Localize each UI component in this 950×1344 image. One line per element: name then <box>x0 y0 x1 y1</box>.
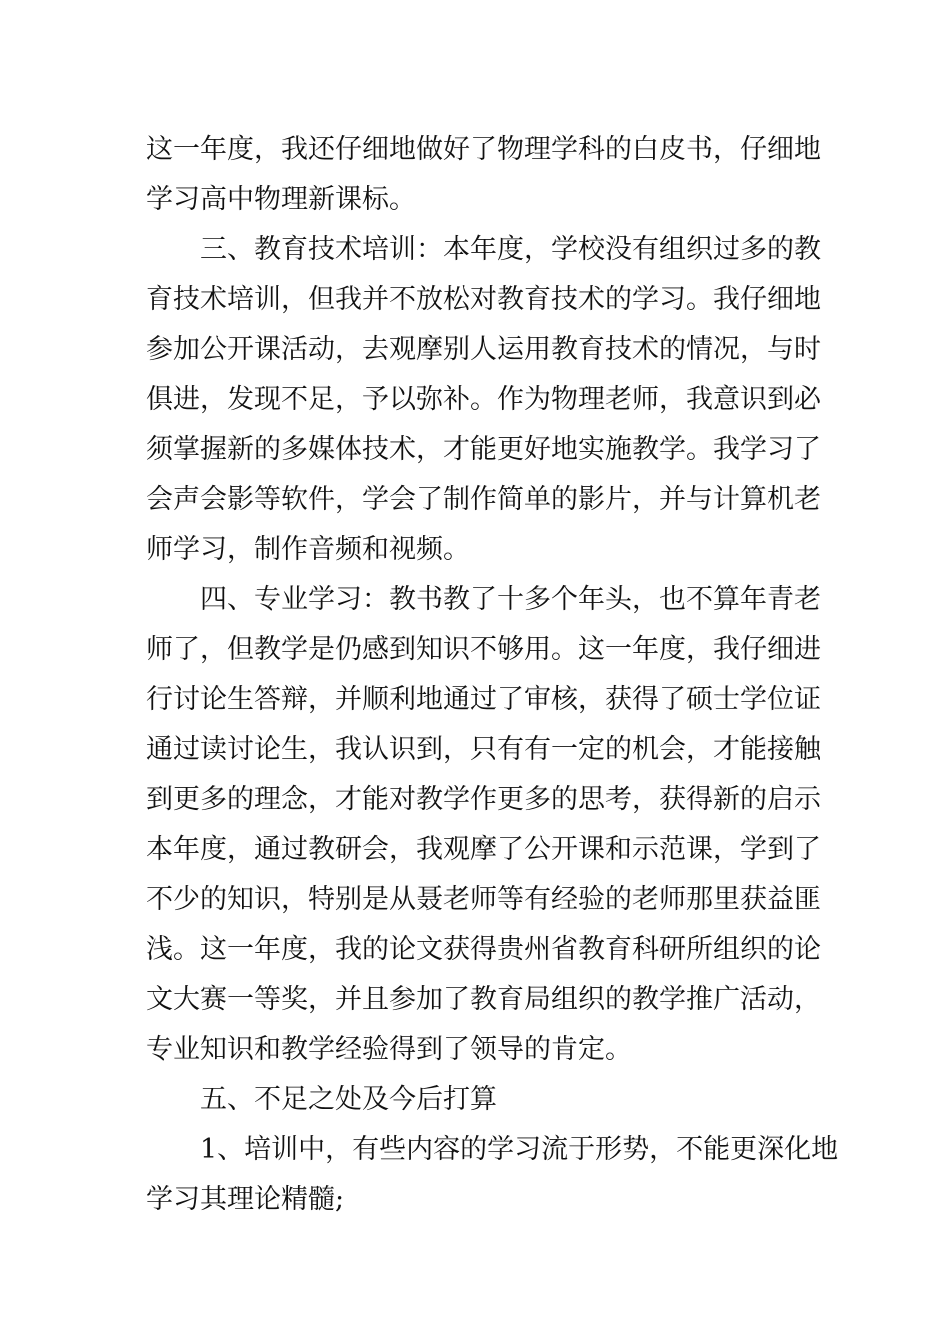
text-line: 这一年度，我还仔细地做好了物理学科的白皮书，仔细地 <box>146 134 821 165</box>
text-line: 通过读讨论生，我认识到，只有有一定的机会，才能接触 <box>146 734 821 765</box>
text-line: 师了，但教学是仍感到知识不够用。这一年度，我仔细进 <box>146 634 821 665</box>
text-line: 不少的知识，特别是从聂老师等有经验的老师那里获益匪 <box>146 884 821 915</box>
text-line: 行讨论生答辩，并顺利地通过了审核，获得了硕士学位证 <box>146 684 821 715</box>
text-line: 本年度，通过教研会，我观摩了公开课和示范课，学到了 <box>146 834 821 865</box>
text-line: 须掌握新的多媒体技术，才能更好地实施教学。我学习了 <box>146 434 821 465</box>
section-4-heading-line: 四、专业学习：教书教了十多个年头，也不算年青老 <box>200 584 821 615</box>
text-line: 到更多的理念，才能对教学作更多的思考，获得新的启示 <box>146 784 821 815</box>
text-line: 文大赛一等奖，并且参加了教育局组织的教学推广活动， <box>146 984 821 1015</box>
text-line: 学习其理论精髓; <box>146 1184 345 1215</box>
text-line: 参加公开课活动，去观摩别人运用教育技术的情况，与时 <box>146 334 821 365</box>
text-line: 育技术培训，但我并不放松对教育技术的学习。我仔细地 <box>146 284 821 315</box>
section-5-heading: 五、不足之处及今后打算 <box>200 1084 497 1115</box>
text-line: 学习高中物理新课标。 <box>146 184 416 215</box>
text-line: 会声会影等软件，学会了制作简单的影片，并与计算机老 <box>146 484 821 515</box>
list-item-1-line: 1、培训中，有些内容的学习流于形势，不能更深化地 <box>200 1134 839 1165</box>
text-line: 俱进，发现不足，予以弥补。作为物理老师，我意识到必 <box>146 384 821 415</box>
text-line: 专业知识和教学经验得到了领导的肯定。 <box>146 1034 632 1065</box>
text-line: 浅。这一年度，我的论文获得贵州省教育科研所组织的论 <box>146 934 821 965</box>
text-line: 师学习，制作音频和视频。 <box>146 534 470 565</box>
section-3-heading-line: 三、教育技术培训：本年度，学校没有组织过多的教 <box>200 234 821 265</box>
